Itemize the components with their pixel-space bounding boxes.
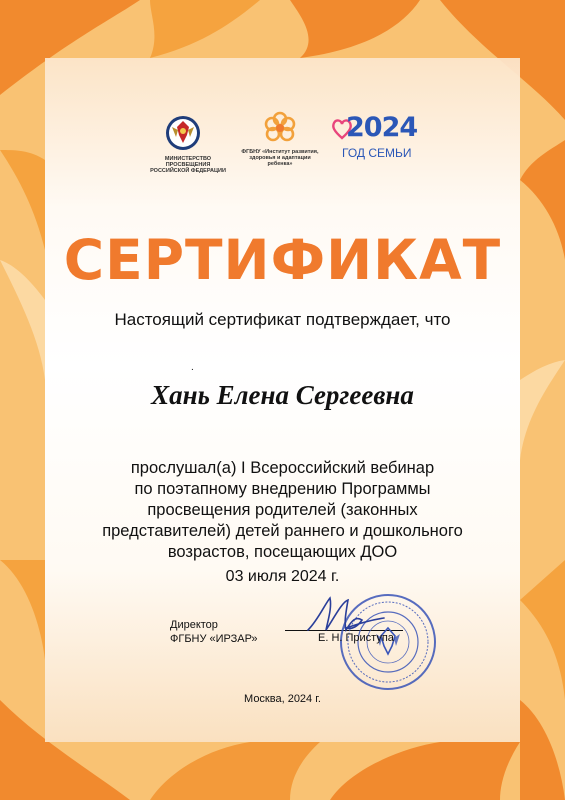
description-line: прослушал(а) I Всероссийский вебинар	[130, 459, 435, 477]
signatory-name: Е. Н. Приступа	[318, 632, 394, 644]
signatory-title-line: Директор	[170, 619, 218, 631]
recipient-name: Хань Елена Сергеевна	[151, 380, 414, 410]
ministry-caption: МИНИСТЕРСТВО ПРОСВЕЩЕНИЯ РОССИЙСКОЙ ФЕДЕРАЦИИ	[150, 156, 226, 175]
city-year: Москва, 2024 г.	[244, 693, 321, 705]
signature-icon	[300, 590, 390, 640]
description-line: возрастов, посещающих ДОО	[167, 543, 398, 561]
issue-date: 03 июля 2024 г.	[225, 568, 340, 585]
institute-caption: ФГБНУ «Институт развития, здоровья и адаптации ребенка»	[241, 149, 319, 168]
dot-mark: .	[191, 362, 194, 373]
confirmation-text: Настоящий сертификат подтверждает, что	[114, 310, 451, 329]
webinar-description	[70, 458, 495, 563]
year-number: 2024	[346, 112, 418, 143]
institute-flower-icon	[262, 110, 298, 146]
description-line: просвещения родителей (законных	[147, 501, 418, 519]
description-line: по поэтапному внедрению Программы	[134, 480, 431, 498]
certificate-title: СЕРТИФИКАТ	[63, 228, 502, 292]
year-label: ГОД СЕМЬИ	[342, 146, 412, 160]
signatory-title	[170, 618, 257, 646]
signatory-title-line: ФГБНУ «ИРЗАР»	[170, 633, 258, 645]
description-line: представителей) детей раннего и дошкольного	[102, 522, 463, 540]
ministry-emblem-icon	[162, 113, 204, 153]
